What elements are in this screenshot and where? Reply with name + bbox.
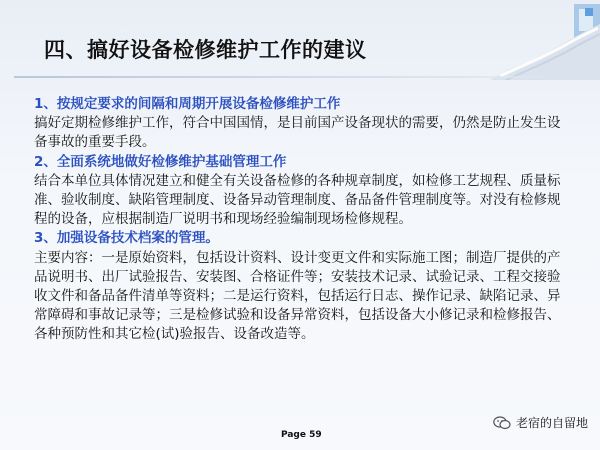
decorative-stairs-graphic (490, 0, 600, 80)
watermark-text: 老宿的自留地 (515, 416, 588, 430)
page-title: 四、搞好设备检修维护工作的建议 (44, 38, 367, 62)
section-2-heading: 2、全面系统地做好检修维护基础管理工作 (34, 153, 287, 170)
section-2-body: 结合本单位具体情况建立和健全有关设备检修的各种规章制度，如检修工艺规程、质量标准、验收制度、缺陷管理制度、设备异动管理制度、备品备件管理制度等。对没有检修规程的设备，应根据制造厂说明书和现场经验编制现场检修规程。 (34, 172, 561, 228)
section-3-heading: 3、加强设备技术档案的管理。 (34, 230, 219, 247)
content-body (34, 95, 572, 345)
page-number: Page 59 (281, 430, 322, 440)
section-1-body: 搞好定期检修维护工作，符合中国国情，是目前国产设备现状的需要，仍然是防止发生设备事故的重要手段。 (34, 115, 561, 151)
watermark (493, 414, 588, 431)
wechat-icon (493, 416, 511, 430)
section-3-body: 主要内容：一是原始资料，包括设计资料、设计变更文件和实际施工图；制造厂提供的产品说明书、出厂试验报告、安装图、合格证件等；安装技术记录、试验记录、工程交接验收文件和备品备件清单等资料；二是运行资料，包括运行日志、操作记录、缺陷记录、异常障碍和事故记录等；三是检修试验和设备异常资料，包括设备大小修记录和检修报告、各种预防性和其它检(试)验报告、设备改造等。 (34, 249, 561, 343)
title-divider (14, 76, 586, 78)
section-1-heading: 1、按规定要求的间隔和周期开展设备检修维护工作 (34, 96, 341, 112)
